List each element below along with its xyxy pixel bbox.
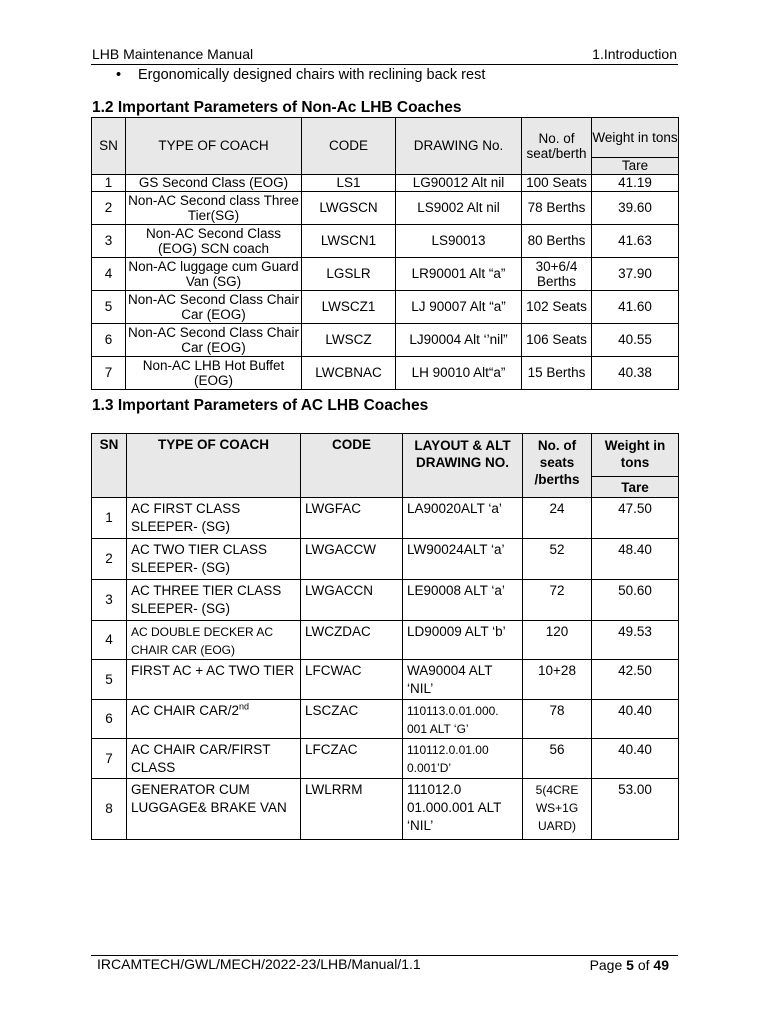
cell-sn: 3 bbox=[92, 580, 127, 621]
cell-sn: 4 bbox=[92, 621, 127, 660]
cell-sn: 8 bbox=[92, 779, 127, 840]
table-row bbox=[92, 258, 679, 291]
cell-type: Non-AC Second Class Chair Car (EOG) bbox=[126, 291, 302, 324]
page-current: 5 bbox=[626, 957, 634, 973]
cell-code: LWGACCN bbox=[301, 580, 403, 621]
section-heading-ac: 1.3 Important Parameters of AC LHB Coaches bbox=[92, 397, 429, 414]
cell-seats: 10+28 bbox=[523, 660, 592, 700]
cell-seats: 120 bbox=[523, 621, 592, 660]
cell-drawing: LH 90010 Alt“a” bbox=[396, 357, 522, 390]
th-seats: No. of seats /berths bbox=[523, 434, 592, 498]
cell-type: Non-AC luggage cum Guard Van (SG) bbox=[126, 258, 302, 291]
cell-type bbox=[127, 700, 301, 739]
th-weight: Weight in tons bbox=[592, 434, 679, 477]
table-row bbox=[92, 580, 679, 621]
cell-type: Non-AC Second Class (EOG) SCN coach bbox=[126, 225, 302, 258]
cell-type: FIRST AC + AC TWO TIER bbox=[127, 660, 301, 700]
cell-tare: 40.38 bbox=[592, 357, 679, 390]
cell-seats: 100 Seats bbox=[522, 175, 592, 192]
cell-sn: 4 bbox=[92, 258, 126, 291]
th-type: TYPE OF COACH bbox=[126, 118, 302, 175]
th-sn: SN bbox=[92, 434, 127, 498]
cell-tare: 40.55 bbox=[592, 324, 679, 357]
document-reference: IRCAMTECH/GWL/MECH/2022-23/LHB/Manual/1.1 bbox=[97, 956, 421, 972]
cell-seats: 72 bbox=[523, 580, 592, 621]
cell-code: LFCWAC bbox=[301, 660, 403, 700]
cell-code: LGSLR bbox=[302, 258, 396, 291]
cell-code: LWGSCN bbox=[302, 192, 396, 225]
cell-sn: 3 bbox=[92, 225, 126, 258]
th-code: CODE bbox=[301, 434, 403, 498]
cell-code: LWCZDAC bbox=[301, 621, 403, 660]
cell-drawing: LS90013 bbox=[396, 225, 522, 258]
cell-drawing: LA90020ALT ‘a’ bbox=[403, 498, 523, 539]
ac-coach-table bbox=[91, 433, 679, 840]
table-row bbox=[92, 660, 679, 700]
cell-drawing: WA90004 ALT ‘NIL’ bbox=[403, 660, 523, 700]
cell-code: LWGACCW bbox=[301, 539, 403, 580]
bullet-text: Ergonomically designed chairs with reclining back rest bbox=[138, 67, 486, 83]
table-row bbox=[92, 739, 679, 779]
cell-seats: 30+6/4 Berths bbox=[522, 258, 592, 291]
cell-tare: 48.40 bbox=[592, 539, 679, 580]
page-of: of bbox=[633, 957, 654, 973]
cell-tare: 41.60 bbox=[592, 291, 679, 324]
cell-tare: 37.90 bbox=[592, 258, 679, 291]
header-divider bbox=[91, 64, 678, 65]
cell-seats: 24 bbox=[523, 498, 592, 539]
cell-code: LWGFAC bbox=[301, 498, 403, 539]
cell-drawing: LJ 90007 Alt “a” bbox=[396, 291, 522, 324]
cell-tare: 50.60 bbox=[592, 580, 679, 621]
cell-seats: 78 Berths bbox=[522, 192, 592, 225]
cell-drawing: LW90024ALT ‘a’ bbox=[403, 539, 523, 580]
page-number bbox=[590, 957, 669, 973]
cell-code: LWSCZ bbox=[302, 324, 396, 357]
th-weight: Weight in tons bbox=[592, 118, 679, 158]
th-drawing: LAYOUT & ALT DRAWING NO. bbox=[403, 434, 523, 498]
th-tare: Tare bbox=[592, 158, 679, 175]
table-row bbox=[92, 192, 679, 225]
cell-tare: 40.40 bbox=[592, 700, 679, 739]
cell-tare: 42.50 bbox=[592, 660, 679, 700]
cell-drawing: LG90012 Alt nil bbox=[396, 175, 522, 192]
table-row bbox=[92, 225, 679, 258]
cell-type: AC FIRST CLASS SLEEPER- (SG) bbox=[127, 498, 301, 539]
cell-tare: 49.53 bbox=[592, 621, 679, 660]
cell-type-text: AC CHAIR CAR/2 bbox=[131, 703, 240, 718]
cell-sn: 2 bbox=[92, 192, 126, 225]
cell-type: Non-AC Second class Three Tier(SG) bbox=[126, 192, 302, 225]
page-label: Page bbox=[589, 957, 627, 973]
cell-code: LS1 bbox=[302, 175, 396, 192]
cell-sn: 6 bbox=[92, 324, 126, 357]
cell-drawing: 110112.0.01.00 0.001’D’ bbox=[403, 739, 523, 779]
cell-sn: 2 bbox=[92, 539, 127, 580]
cell-drawing: LJ90004 Alt ‘’nil” bbox=[396, 324, 522, 357]
cell-seats: 15 Berths bbox=[522, 357, 592, 390]
cell-code: LWLRRM bbox=[301, 779, 403, 840]
cell-drawing: LS9002 Alt nil bbox=[396, 192, 522, 225]
cell-type: GENERATOR CUM LUGGAGE& BRAKE VAN bbox=[127, 779, 301, 840]
cell-type: Non-AC LHB Hot Buffet (EOG) bbox=[126, 357, 302, 390]
cell-type: AC DOUBLE DECKER AC CHAIR CAR (EOG) bbox=[127, 621, 301, 660]
header-title: LHB Maintenance Manual bbox=[92, 46, 254, 62]
section-heading-non-ac: 1.2 Important Parameters of Non-Ac LHB Coaches bbox=[92, 99, 462, 116]
cell-sn: 1 bbox=[92, 175, 126, 192]
table-row bbox=[92, 539, 679, 580]
table-row bbox=[92, 498, 679, 539]
table-row bbox=[92, 291, 679, 324]
cell-type: AC THREE TIER CLASS SLEEPER- (SG) bbox=[127, 580, 301, 621]
cell-type-sup: nd bbox=[239, 701, 250, 712]
th-tare: Tare bbox=[592, 477, 679, 498]
th-sn: SN bbox=[92, 118, 126, 175]
cell-seats: 5(4CRE WS+1G UARD) bbox=[523, 779, 592, 840]
cell-type: GS Second Class (EOG) bbox=[126, 175, 302, 192]
cell-seats: 102 Seats bbox=[522, 291, 592, 324]
cell-code: LFCZAC bbox=[301, 739, 403, 779]
cell-type: AC TWO TIER CLASS SLEEPER- (SG) bbox=[127, 539, 301, 580]
cell-tare: 40.40 bbox=[592, 739, 679, 779]
cell-type: Non-AC Second Class Chair Car (EOG) bbox=[126, 324, 302, 357]
cell-seats: 78 bbox=[523, 700, 592, 739]
table-row bbox=[92, 700, 679, 739]
cell-tare: 47.50 bbox=[592, 498, 679, 539]
table-row bbox=[92, 621, 679, 660]
cell-seats: 56 bbox=[523, 739, 592, 779]
cell-code: LWCBNAC bbox=[302, 357, 396, 390]
cell-drawing: LR90001 Alt “a” bbox=[396, 258, 522, 291]
cell-tare: 41.19 bbox=[592, 175, 679, 192]
th-drawing: DRAWING No. bbox=[396, 118, 522, 175]
cell-drawing: LE90008 ALT ‘a’ bbox=[403, 580, 523, 621]
cell-sn: 5 bbox=[92, 660, 127, 700]
cell-sn: 6 bbox=[92, 700, 127, 739]
cell-drawing: 110113.0.01.000. 001 ALT ‘G’ bbox=[403, 700, 523, 739]
cell-drawing: LD90009 ALT ‘b’ bbox=[403, 621, 523, 660]
cell-sn: 5 bbox=[92, 291, 126, 324]
cell-seats: 106 Seats bbox=[522, 324, 592, 357]
th-type: TYPE OF COACH bbox=[127, 434, 301, 498]
bullet-item bbox=[116, 67, 486, 83]
cell-code: LWSCN1 bbox=[302, 225, 396, 258]
table-row bbox=[92, 357, 679, 390]
cell-tare: 41.63 bbox=[592, 225, 679, 258]
th-code: CODE bbox=[302, 118, 396, 175]
cell-seats: 52 bbox=[523, 539, 592, 580]
table-row bbox=[92, 779, 679, 840]
cell-code: LWSCZ1 bbox=[302, 291, 396, 324]
cell-type: AC CHAIR CAR/FIRST CLASS bbox=[127, 739, 301, 779]
header-section: 1.Introduction bbox=[592, 46, 677, 62]
page-total: 49 bbox=[653, 957, 669, 973]
cell-tare: 53.00 bbox=[592, 779, 679, 840]
cell-tare: 39.60 bbox=[592, 192, 679, 225]
non-ac-coach-table bbox=[91, 117, 679, 390]
th-seats: No. of seat/berth bbox=[522, 118, 592, 175]
cell-sn: 7 bbox=[92, 739, 127, 779]
table-row bbox=[92, 175, 679, 192]
cell-seats: 80 Berths bbox=[522, 225, 592, 258]
cell-code: LSCZAC bbox=[301, 700, 403, 739]
cell-drawing: 111012.0 01.000.001 ALT ‘NIL’ bbox=[403, 779, 523, 840]
bullet-icon: • bbox=[116, 67, 122, 83]
cell-sn: 7 bbox=[92, 357, 126, 390]
cell-sn: 1 bbox=[92, 498, 127, 539]
table-row bbox=[92, 324, 679, 357]
